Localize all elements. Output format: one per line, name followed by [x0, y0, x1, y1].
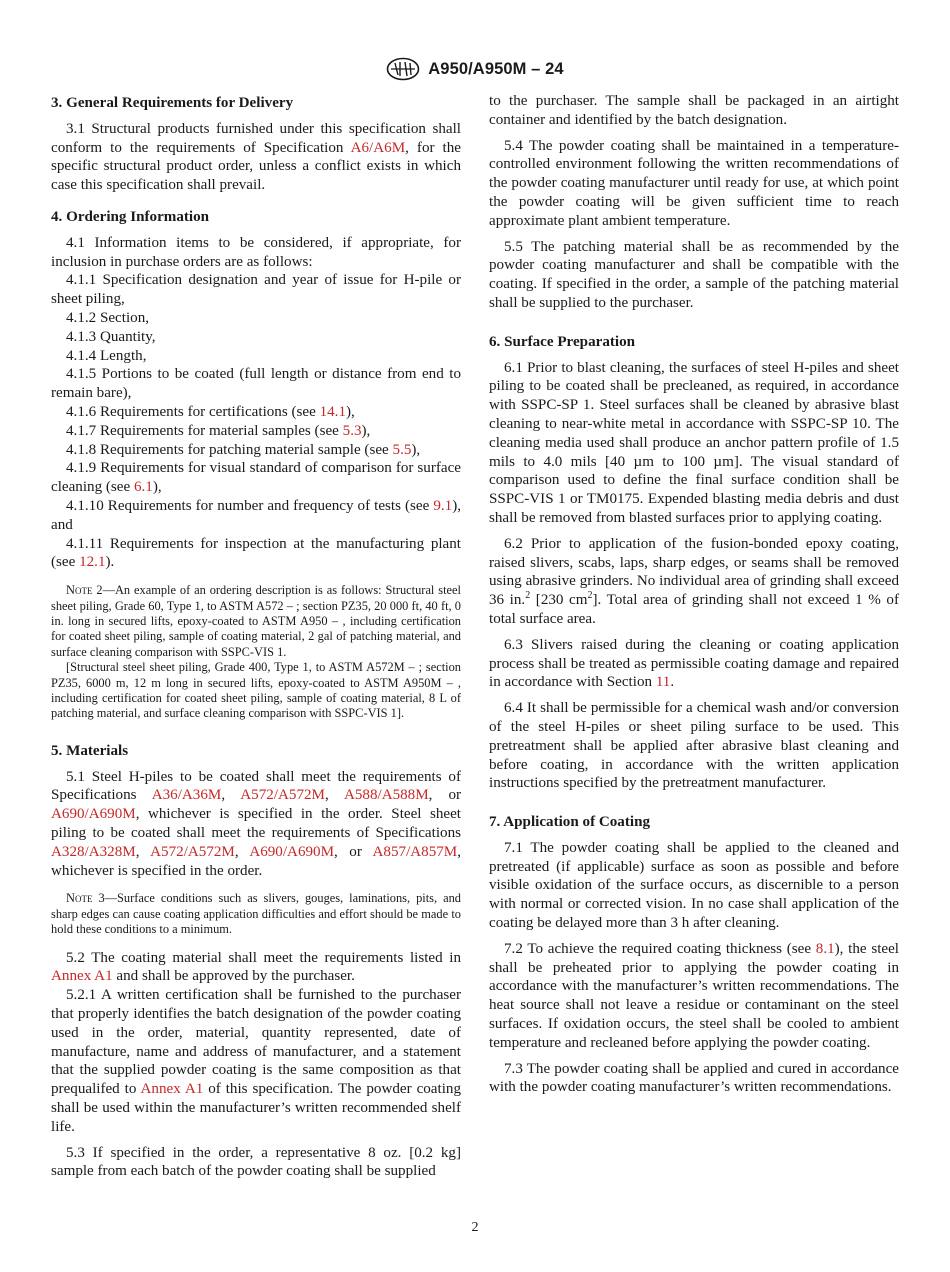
section-4-heading: 4. Ordering Information: [51, 208, 210, 225]
paragraph-4-1-8: 4.1.8 Requirements for patching material sample (see 5.5),: [66, 441, 421, 458]
paragraph-4-1-4: 4.1.4 Length,: [66, 347, 147, 364]
paragraph-7-3: 7.3 The powder coating shall be applied and cured in accordance with the powder coating manufacturer’s written recommendations.: [489, 1060, 899, 1096]
ref-link-5-3[interactable]: 5.3: [342, 422, 362, 439]
astm-logo-icon: [386, 57, 420, 81]
ref-link-14-1[interactable]: 14.1: [319, 403, 346, 420]
ref-link-a588[interactable]: A588/A588M: [343, 787, 429, 804]
ref-link-a6[interactable]: A6/A6M: [350, 139, 406, 156]
paragraph-4-1-5: 4.1.5 Portions to be coated (full length or distance from end to remain bare),: [51, 366, 461, 402]
section-7-heading: 7. Application of Coating: [489, 814, 651, 831]
paragraph-4-1-2: 4.1.2 Section,: [66, 309, 150, 326]
ref-link-a572-second[interactable]: A572/A572M: [150, 843, 235, 860]
paragraph-5-1: 5.1 Steel H-piles to be coated shall meet the requirements of Specifications A36/A36M, A572/A572M, A588/A588M, or A690/A690M, whichever is specified in the order. Steel sheet piling to be coated shall meet the requirements of Specifications A328/A328M, A572/A572M, A690/A690M, or A857/A857M, whichever is specified in the order.: [51, 768, 462, 879]
paragraph-6-1: 6.1 Prior to blast cleaning, the surfaces of steel H-piles and sheet piling to be coated shall be precleaned, as required, in accordance with SSPC-SP 1. Steel surfaces shall be cleaned by abrasive blast cleaning to near-white metal in accordance with SSPC-SP 10. The cleaning media used shall produce an anchor pattern profile of 1.5 mils to 4.0 mils [40 µm to 100 µm]. The visual standard of comparison used to define the final surface condition shall be SSPC-VIS 1 or TM0175. Expended blasting media debris and dust shall be removed from blasted surfaces prior to applying coating.: [489, 359, 899, 526]
ref-link-a857[interactable]: A857/A857M: [372, 843, 458, 860]
paragraph-4-1-11: 4.1.11 Requirements for inspection at the manufacturing plant (see 12.1).: [51, 535, 461, 571]
ref-link-section-11[interactable]: 11: [655, 674, 671, 691]
paragraph-7-2: 7.2 To achieve the required coating thickness (see 8.1), the steel shall be preheated prior to applying the powder coating in accordance with the manufacturer’s written recommendations. The heat source shall not leave a residue or contaminant on the steel surfaces. If oxidation occurs, the steel shall be cooled to ambient temperature and recleaned before applying the powder coating.: [489, 940, 899, 1051]
ref-link-8-1[interactable]: 8.1: [815, 940, 835, 957]
section-3-heading: 3. General Requirements for Delivery: [51, 95, 294, 111]
paragraph-5-3: 5.3 If specified in the order, a representative 8 oz. [0.2 kg] sample from each batch of the powder coating shall be supplied: [51, 1144, 461, 1180]
paragraph-4-1-1: 4.1.1 Specification designation and year of issue for H-pile or sheet piling,: [51, 272, 461, 308]
paragraph-4-1: 4.1 Information items to be considered, if appropriate, for inclusion in purchase orders are as follows:: [51, 234, 461, 270]
left-column: [51, 92, 461, 1181]
paragraph-5-2: 5.2 The coating material shall meet the requirements listed in Annex A1 and shall be approved by the purchaser.: [51, 949, 461, 985]
paragraph-7-1: 7.1 The powder coating shall be applied to the cleaned and pretreated (if applicable) surface as soon as possible and before visible oxidation of the surface occurs, as discernible to a person with normal or corrected vision. In no case shall application of the coating be delayed more than 3 h after cleaning.: [489, 839, 899, 932]
standard-designation: A950/A950M – 24: [428, 59, 564, 78]
ref-link-9-1[interactable]: 9.1: [433, 497, 453, 514]
paragraph-4-1-9: 4.1.9 Requirements for visual standard of comparison for surface cleaning (see 6.1),: [51, 460, 461, 496]
page-number: 2: [471, 1220, 479, 1235]
ref-link-annex-a1[interactable]: Annex A1: [51, 968, 113, 985]
paragraph-6-3: 6.3 Slivers raised during the cleaning or coating application process shall be treated as permissible coating damage and repaired in accordance with Section 11.: [489, 636, 899, 691]
ref-link-a36[interactable]: A36/A36M: [151, 787, 222, 804]
paragraph-5-4: 5.4 The powder coating shall be maintained in a temperature-controlled environment following the written recommendations of the powder coating manufacturer until ready for use, at which point the powder coating will be given sufficient time to reach approximate plant ambient temperature.: [489, 137, 899, 229]
paragraph-3-1: 3.1 Structural products furnished under this specification shall conform to the requirements of Specification A6/A6M, for the specific structural product order, unless a conflict exists in which case this specification shall prevail.: [51, 120, 461, 194]
paragraph-4-1-3: 4.1.3 Quantity,: [66, 328, 156, 345]
ref-link-a690-second[interactable]: A690/A690M: [249, 843, 335, 860]
paragraph-4-1-10: 4.1.10 Requirements for number and frequency of tests (see 9.1), and: [51, 497, 461, 533]
paragraph-6-4: 6.4 It shall be permissible for a chemical wash and/or conversion of the steel H-piles or sheet piling surface to be used. This pretreatment shall be applied after abrasive blast cleaning and before coating, in accordance with the written application instructions specified by the pretreatment manufacturer.: [489, 700, 899, 792]
right-column: [489, 92, 899, 1097]
ref-link-a690[interactable]: A690/A690M: [51, 806, 136, 823]
paragraph-4-1-6: 4.1.6 Requirements for certifications (see 14.1),: [66, 403, 355, 420]
paragraph-5-5: 5.5 The patching material shall be as recommended by the powder coating manufacturer and shall be compatible with the coating. If specified in the order, a sample of the patching material shall be supplied to the purchaser.: [489, 238, 899, 311]
ref-link-a328[interactable]: A328/A328M: [51, 843, 136, 860]
ref-link-annex-a1-second[interactable]: Annex A1: [140, 1081, 204, 1098]
paragraph-5-2-1: 5.2.1 A written certification shall be furnished to the purchaser that properly identifies the batch designation of the powder coating used in the order, material, quantity represented, date of manufacture, name and address of manufacturer, and a statement that the supplied powder coating is the same composition as that prequalifed to Annex A1 of this specification. The powder coating shall be used within the manufacturer’s written recommended shelf life.: [51, 987, 461, 1135]
ref-link-5-5[interactable]: 5.5: [392, 441, 412, 458]
page-header: [0, 56, 950, 82]
paragraph-6-2: 6.2 Prior to application of the fusion-bonded epoxy coating, raised slivers, scabs, laps, sharp edges, or seams shall be removed using abrasive grinders. No individual area of grinding shall exceed 36 in.$^2$ [230 $cm^2$]. Total area of grinding shall not exceed 1 % of total surface area.: [489, 535, 899, 627]
note-3: Note 3—Surface conditions such as slivers, gouges, laminations, pits, and sharp edges can cause coating application difficulties and effort should be made to hold these conditions to a minimum.: [51, 891, 461, 937]
ref-link-12-1[interactable]: 12.1: [79, 554, 106, 571]
paragraph-5-3-continued: to the purchaser. The sample shall be packaged in an airtight container and identified by the batch designation.: [489, 93, 899, 128]
paragraph-4-1-7: 4.1.7 Requirements for material samples (see 5.3),: [66, 422, 371, 439]
section-5-heading: 5. Materials: [51, 742, 129, 759]
section-6-heading: 6. Surface Preparation: [489, 333, 636, 350]
note-2: Note 2—An example of an ordering description is as follows: Structural steel sheet piling, Grade 60, Type 1, to ASTM A572 – ; section PZ35, 20 000 ft, 40 ft, 0 in. long in secured lifts, epoxy-coated to ASTM A950 – , including certification for coated sheet piling, sample of coating material, 2 gal of patching material, and surface cleaning comparison with SSPC-VIS 1.: [51, 583, 461, 659]
ref-link-6-1[interactable]: 6.1: [133, 479, 153, 496]
note-2-metric: [Structural steel sheet piling, Grade 400, Type 1, to ASTM A572M – ; section PZ35, 6000 m, 12 m long in secured lifts, epoxy-coated to ASTM A950M – , including certification for coated sheet piling, sample of coating material, 8 L of patching material, and surface cleaning comparison with SSPC-VIS 1].: [51, 660, 461, 721]
ref-link-a572[interactable]: A572/A572M: [240, 787, 325, 804]
